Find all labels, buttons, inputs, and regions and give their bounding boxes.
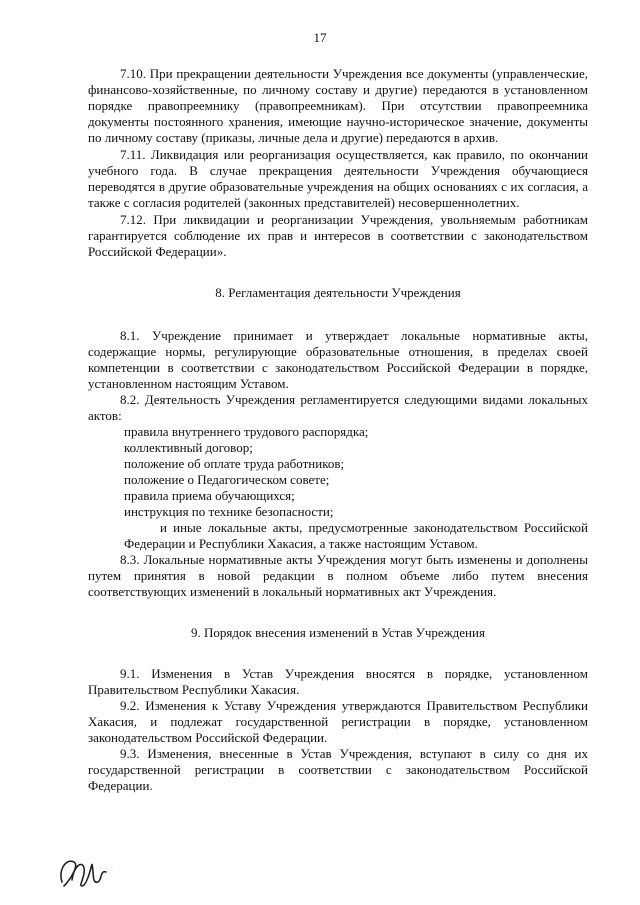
list-item: правила приема обучающихся;: [124, 488, 295, 503]
paragraph-8-2: 8.2. Деятельность Учреждения регламентируется следующими видами локальных актов:: [88, 392, 588, 423]
handwritten-signature: [56, 852, 148, 892]
paragraph-9-1: 9.1. Изменения в Устав Учреждения вносятся в порядке, установленном Правительством Республики Хакасия.: [88, 666, 588, 697]
paragraph-9-3: 9.3. Изменения, внесенные в Устав Учреждения, вступают в силу со дня их государственной регистрации в соответствии с законодательством Российской Федерации.: [88, 746, 588, 793]
paragraph-7-10: 7.10. При прекращении деятельности Учреждения все документы (управленческие, финансово-хозяйственные, по личному составу и другие) передаются в установленном порядке правопреемнику (правопреемникам). При отсутствии правопреемника документы постоянного хранения, имеющие научно-историческое значение, документы по личному составу (приказы, личные дела и другие) передаются в архив.: [88, 66, 588, 145]
list-item: положение о Педагогическом совете;: [124, 472, 330, 487]
signature-mark: · · ·: [100, 865, 114, 871]
list-item: положение об оплате труда работников;: [124, 456, 345, 471]
document-body: [88, 66, 588, 794]
paragraph-7-11: 7.11. Ликвидация или реорганизация осуществляется, как правило, по окончании учебного года. В случае прекращения деятельности Учреждения обучающиеся переводятся в другие образовательные учреждения на общих основаниях с их согласия, а также с согласия родителей (законных представителей) несовершеннолетних.: [88, 147, 588, 210]
list-item: правила внутреннего трудового распорядка;: [124, 424, 369, 439]
paragraph-8-3: 8.3. Локальные нормативные акты Учреждения могут быть изменены и дополнены путем принятия в новой редакции в полном объеме либо путем внесения соответствующих изменений в локальный нормативных акт Учреждения.: [88, 552, 588, 599]
paragraph-8-1: 8.1. Учреждение принимает и утверждает локальные нормативные акты, содержащие нормы, регулирующие образовательные отношения, в пределах своей компетенции в соответствии с законодательством Российской Федерации в порядке, установленном настоящим Уставом.: [88, 328, 588, 391]
paragraph-7-12: 7.12. При ликвидации и реорганизации Учреждения, увольняемым работникам гарантируется соблюдение их прав и интересов в соответствии с законодательством Российской Федерации».: [88, 212, 588, 259]
section-8-heading: 8. Регламентация деятельности Учреждения: [215, 285, 461, 300]
section-9-heading: 9. Порядок внесения изменений в Устав Учреждения: [191, 625, 485, 640]
page-number: 17: [313, 30, 327, 45]
paragraph-9-2: 9.2. Изменения к Уставу Учреждения утверждаются Правительством Республики Хакасия, и подлежат государственной регистрации в порядке, установленном законодательством Российской Федерации.: [88, 698, 588, 745]
list-item: инструкция по технике безопасности;: [124, 504, 334, 519]
local-acts-list: [88, 424, 588, 552]
list-item: коллективный договор;: [124, 440, 253, 455]
list-item: и иные локальные акты, предусмотренные законодательством Российской Федерации и Республики Хакасия, а также настоящим Уставом.: [124, 520, 588, 551]
